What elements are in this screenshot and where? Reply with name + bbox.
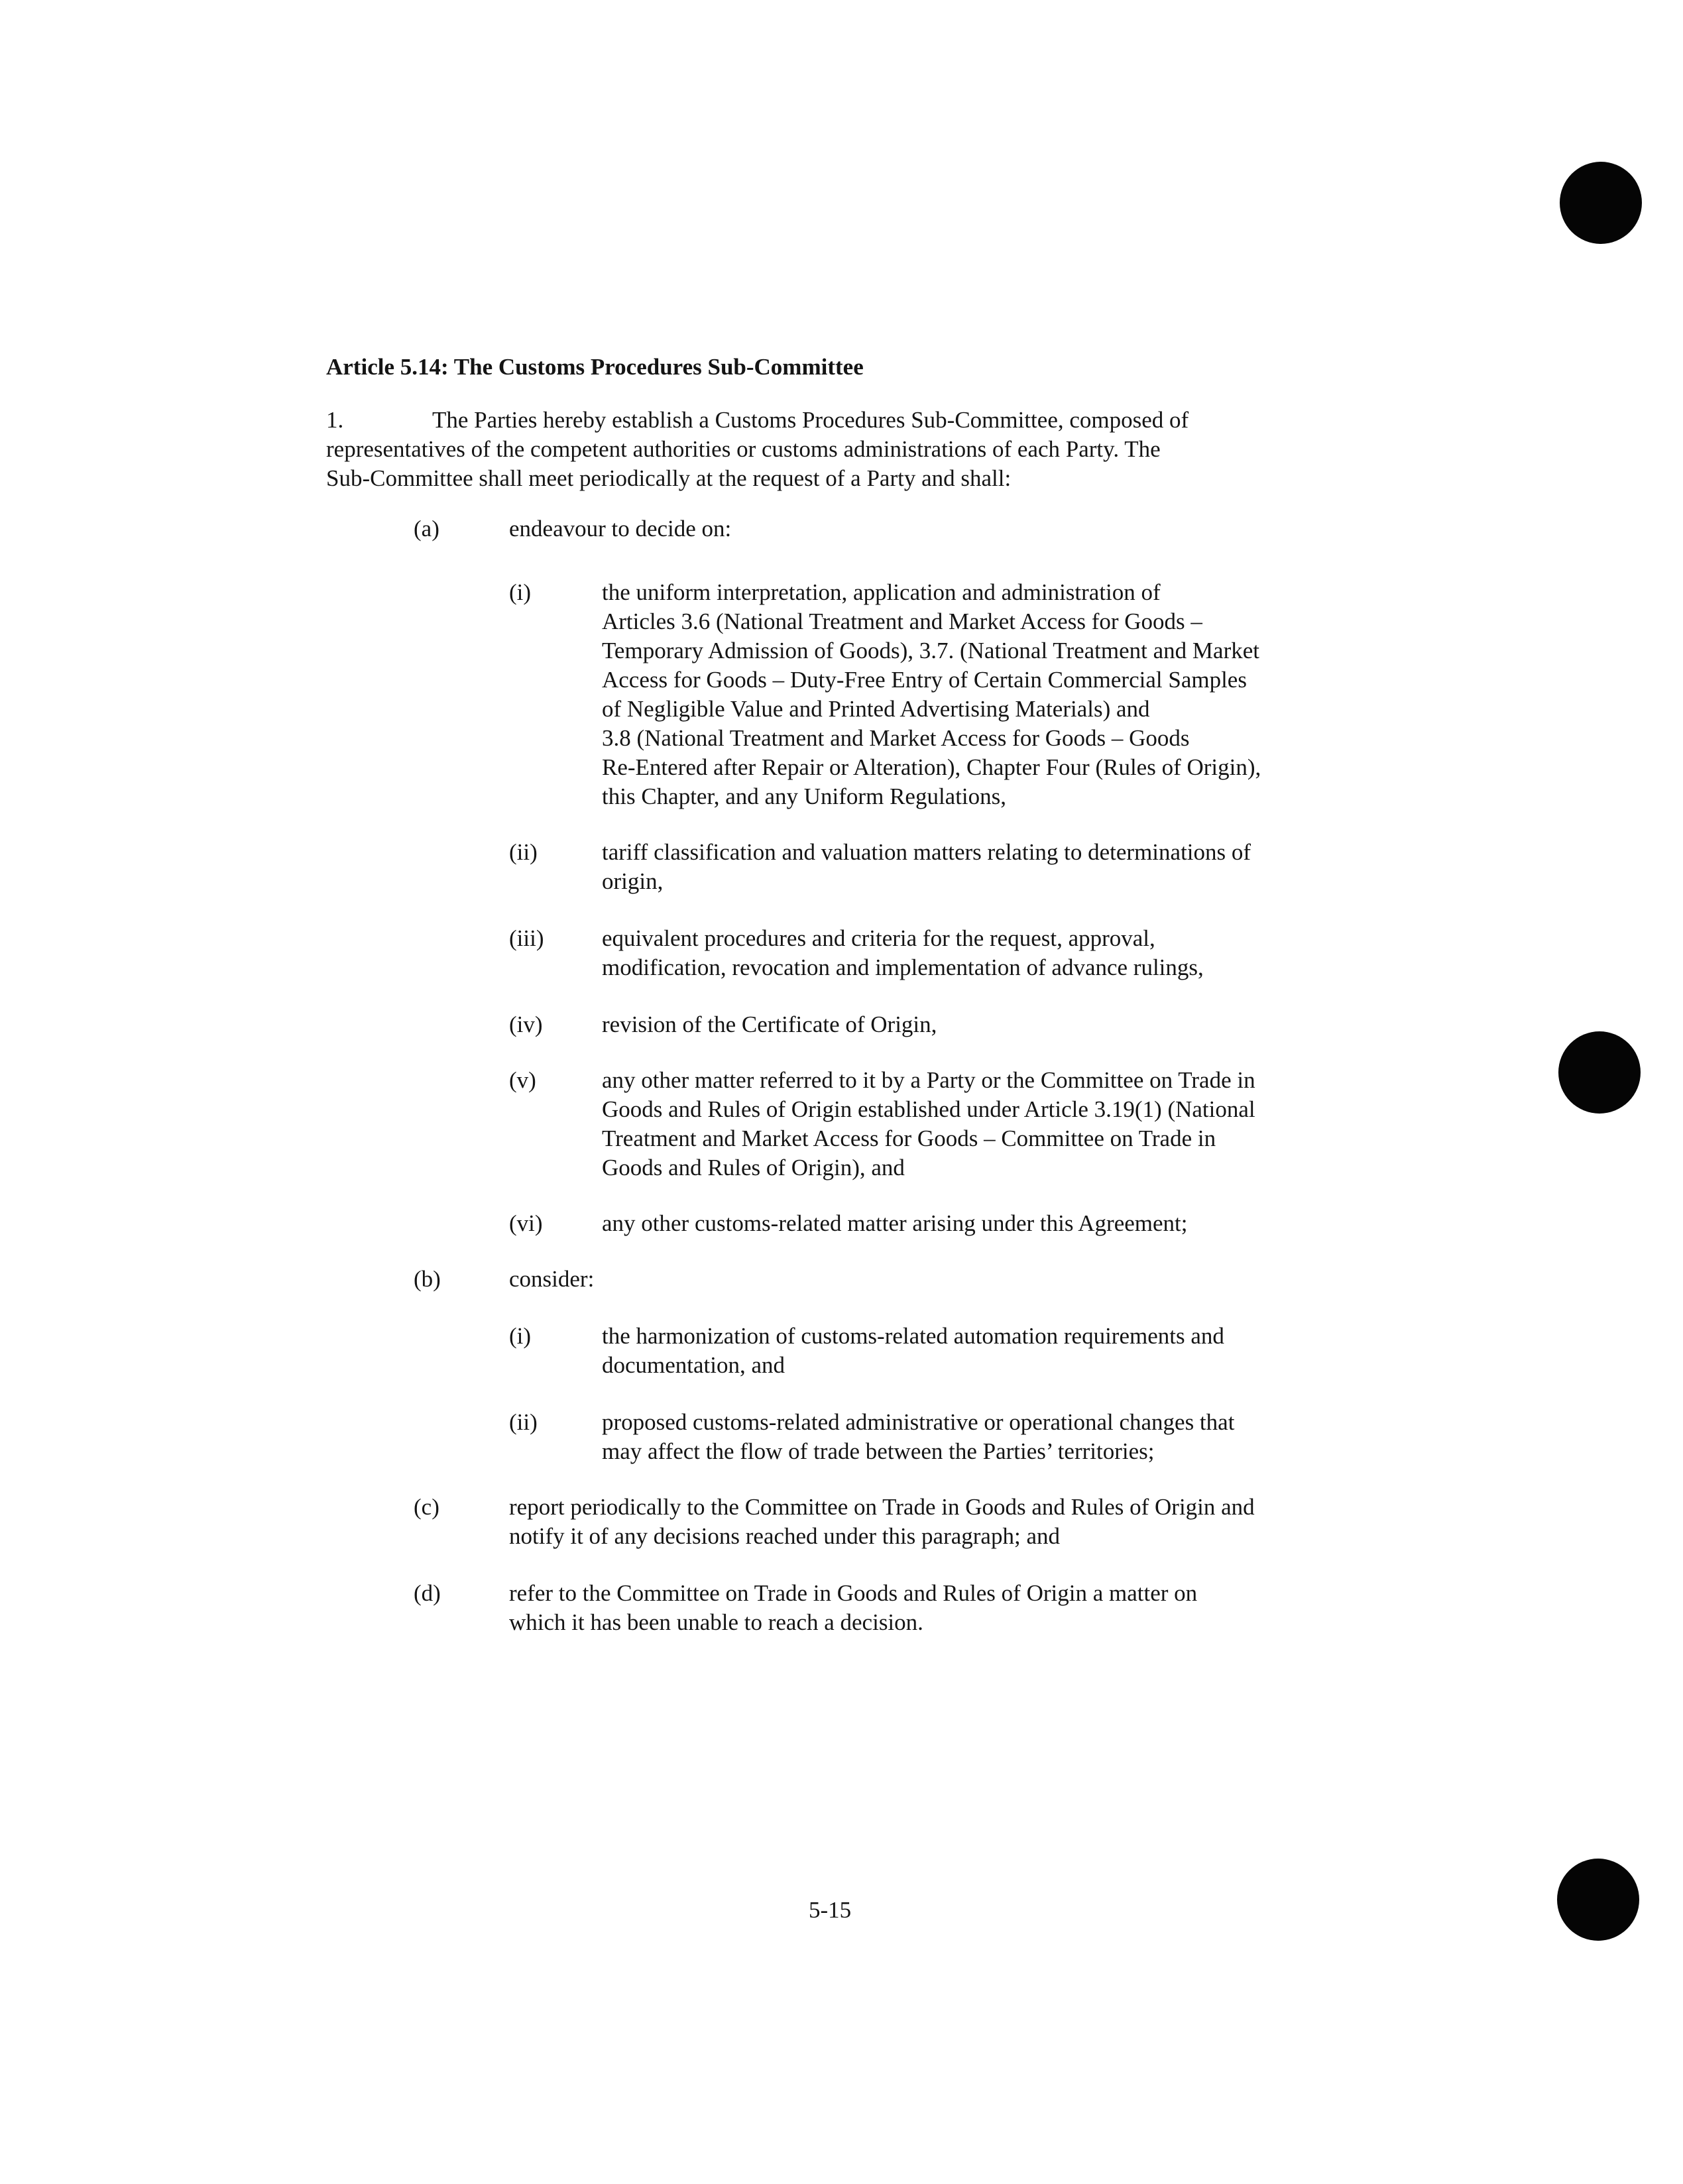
subitem-line: Goods and Rules of Origin), and	[602, 1155, 905, 1180]
subitem-label: (ii)	[509, 839, 538, 865]
subitem-label: (i)	[509, 1323, 532, 1349]
subitem-text	[602, 924, 1204, 982]
subitem-label: (ii)	[509, 1409, 538, 1435]
item-line: report periodically to the Committee on Trade in Goods and Rules of Origin and	[509, 1494, 1255, 1520]
paragraph-1-text: The Parties hereby establish a Customs Procedures Sub-Committee, composed of	[432, 407, 1189, 433]
punch-hole-middle	[1558, 1031, 1641, 1114]
subitem-line: the harmonization of customs-related automation requirements and	[602, 1323, 1224, 1349]
paragraph-1-line: Sub-Committee shall meet periodically at the request of a Party and shall:	[326, 465, 1012, 491]
item-line: refer to the Committee on Trade in Goods and Rules of Origin a matter on	[509, 1580, 1198, 1606]
article-heading: Article 5.14: The Customs Procedures Sub-Committee	[326, 354, 864, 380]
punch-hole-bottom	[1557, 1859, 1639, 1941]
subitem-text	[602, 1322, 1224, 1380]
subitem-text	[602, 1209, 1187, 1238]
subitem-line: the uniform interpretation, application and administration of	[602, 579, 1161, 605]
item-label: (d)	[414, 1580, 441, 1606]
subitem-line: any other matter referred to it by a Party or the Committee on Trade in	[602, 1067, 1255, 1093]
paragraph-1-line: representatives of the competent authorities or customs administrations of each Party. The	[326, 436, 1161, 462]
subitem-text	[602, 1408, 1234, 1466]
subitem-line: this Chapter, and any Uniform Regulations,	[602, 783, 1007, 809]
item-label: (a)	[414, 516, 439, 542]
subitem-label: (iii)	[509, 925, 544, 951]
item-line: notify it of any decisions reached under this paragraph; and	[509, 1523, 1060, 1549]
paragraph-1	[326, 406, 1347, 493]
item-line: which it has been unable to reach a decision.	[509, 1609, 923, 1635]
subitem-line: of Negligible Value and Printed Advertising Materials) and	[602, 696, 1150, 722]
subitem-text	[602, 838, 1251, 896]
item-text	[509, 1493, 1255, 1551]
subitem-line: Articles 3.6 (National Treatment and Market Access for Goods –	[602, 608, 1202, 634]
punch-hole-top	[1560, 162, 1642, 244]
subitem-line: Treatment and Market Access for Goods – Committee on Trade in	[602, 1125, 1216, 1151]
subitem-line: origin,	[602, 868, 664, 894]
item-line: consider:	[509, 1266, 595, 1292]
subitem-label: (vi)	[509, 1210, 543, 1236]
subitem-line: 3.8 (National Treatment and Market Access for Goods – Goods	[602, 725, 1190, 751]
subitem-text	[602, 578, 1261, 811]
item-label: (c)	[414, 1494, 439, 1520]
item-text	[509, 1265, 594, 1294]
subitem-line: proposed customs-related administrative or operational changes that	[602, 1409, 1235, 1435]
item-label: (b)	[414, 1266, 441, 1292]
subitem-text	[602, 1066, 1255, 1182]
subitem-line: may affect the flow of trade between the Parties’ territories;	[602, 1438, 1155, 1464]
subitem-text	[602, 1010, 937, 1039]
item-text	[509, 514, 731, 544]
subitem-line: tariff classification and valuation matters relating to determinations of	[602, 839, 1251, 865]
subitem-line: Re-Entered after Repair or Alteration), Chapter Four (Rules of Origin),	[602, 754, 1261, 780]
subitem-label: (v)	[509, 1067, 536, 1093]
paragraph-number: 1.	[326, 407, 344, 433]
subitem-line: Temporary Admission of Goods), 3.7. (National Treatment and Market	[602, 638, 1259, 663]
item-text	[509, 1579, 1197, 1637]
subitem-label: (i)	[509, 579, 532, 605]
item-line: endeavour to decide on:	[509, 516, 732, 542]
subitem-line: equivalent procedures and criteria for the request, approval,	[602, 925, 1155, 951]
subitem-line: documentation, and	[602, 1352, 785, 1378]
subitem-line: Access for Goods – Duty-Free Entry of Certain Commercial Samples	[602, 667, 1247, 693]
subitem-label: (iv)	[509, 1011, 543, 1037]
subitem-line: revision of the Certificate of Origin,	[602, 1011, 937, 1037]
page-number: 5-15	[809, 1897, 852, 1923]
subitem-line: Goods and Rules of Origin established under Article 3.19(1) (National	[602, 1096, 1255, 1122]
paragraph-1-line	[326, 406, 1347, 435]
subitem-line: modification, revocation and implementation of advance rulings,	[602, 954, 1204, 980]
subitem-line: any other customs-related matter arising under this Agreement;	[602, 1210, 1188, 1236]
